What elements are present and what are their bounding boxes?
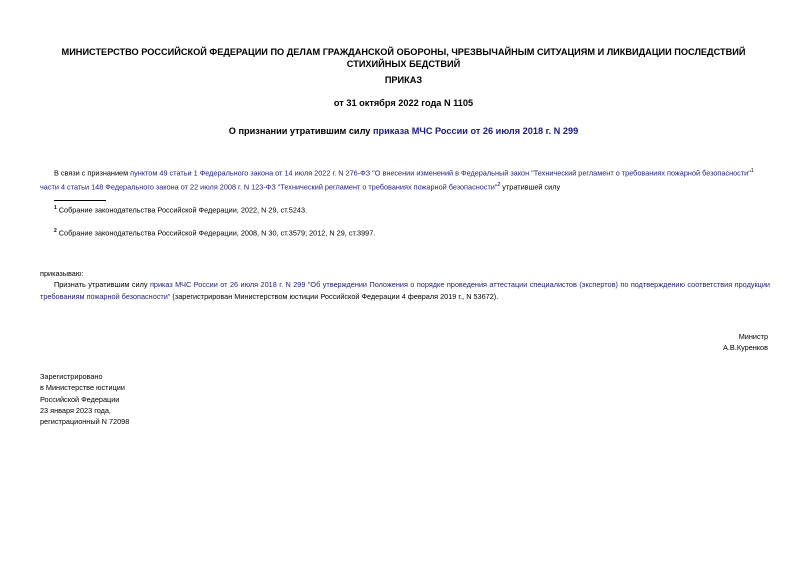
registration-line: регистрационный N 72098 [40, 417, 130, 427]
footnote-mark-2: 2 [54, 228, 57, 234]
footnote-2 [54, 225, 375, 239]
footnote-text-1: Собрание законодательства Российской Федерации, 2022, N 29, ст.5243. [58, 205, 308, 215]
footnote-text-2: Собрание законодательства Российской Федерации, 2008, N 30, ст.3579; 2012, N 29, ст.3997. [58, 228, 376, 238]
document-subject [0, 126, 807, 136]
document-date-number: от 31 октября 2022 года N 1105 [333, 98, 474, 108]
registration-block [40, 371, 129, 427]
intro-text-3: утратившей силу [500, 182, 561, 192]
subject-link[interactable]: приказа МЧС России от 26 июля 2018 г. N 299 [372, 126, 579, 136]
intro-link-law-276[interactable]: пунктом 49 статьи 1 Федерального закона от 14 июля 2022 г. N 276-ФЗ "О внесении изменений в Федеральный закон "Технический регламент о требованиях пожарной безопасности" [130, 168, 751, 178]
intro-paragraph [40, 165, 770, 194]
registration-line: Зарегистрировано [40, 372, 103, 381]
footnote-ref-2[interactable]: 2 [497, 182, 501, 189]
decree-text-2: (зарегистрирован Министерством юстиции Российской Федерации 4 февраля 2019 г., N 53672). [170, 292, 499, 301]
registration-line: 23 января 2023 года, [40, 405, 111, 415]
decree-link-order-299[interactable]: приказ МЧС России от 26 июля 2018 г. N 299 "Об утверждении Положения о порядке проведения аттестации специалистов (экспертов) по подтверждению соответствия продукции требованиям пожарной безопасности" [40, 280, 770, 301]
decree-text-1: Признать утратившим силу [54, 280, 150, 289]
intro-text-1: В связи с признанием [54, 168, 131, 178]
signature-position: Министр [738, 332, 768, 341]
decree-paragraph [40, 279, 770, 303]
ministry-name: МИНИСТЕРСТВО РОССИЙСКОЙ ФЕДЕРАЦИИ ПО ДЕЛАМ ГРАЖДАНСКОЙ ОБОРОНЫ, ЧРЕЗВЫЧАЙНЫМ СИТУАЦИЯМ И ЛИКВИДАЦИИ ПОСЛЕДСТВИЙ СТИХИЙНЫХ БЕДСТВИЙ [61, 47, 746, 69]
signature-name: А.В.Куренков [723, 343, 768, 352]
footnote-mark-1: 1 [54, 205, 57, 211]
footnote-1 [54, 202, 307, 216]
footnote-ref-1[interactable]: 1 [750, 168, 754, 174]
order-word: приказываю: [40, 269, 84, 278]
registration-line: Российской Федерации [40, 394, 120, 404]
intro-link-law-123[interactable]: части 4 статьи 148 Федерального закона от 22 июля 2008 г. N 123-ФЗ "Технический регламент о требованиях пожарной безопасности" [40, 182, 498, 192]
registration-line: в Министерстве юстиции [40, 383, 125, 393]
document-type: ПРИКАЗ [384, 75, 423, 85]
footnote-divider [54, 200, 106, 201]
subject-prefix: О признании утратившим силу [228, 126, 373, 136]
